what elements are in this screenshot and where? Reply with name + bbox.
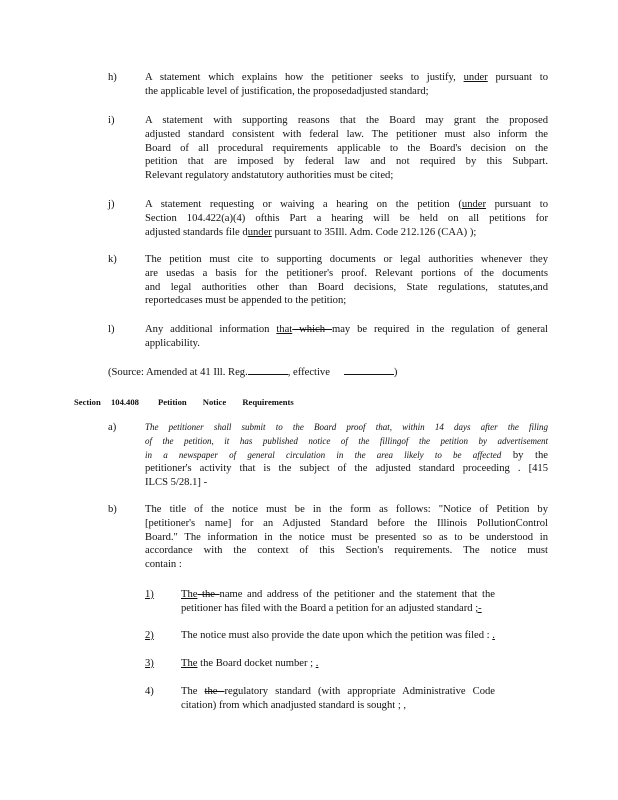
subitem-4-text: The the regulatory standard (with appropriate Administrative Code citation) from which anadjusted standard is sought ; ,: [181, 686, 496, 711]
subitem-1-text: The the name and address of the petitioner and the statement that the petitioner has filed with the Board a petition for an adjusted standard ;-: [181, 589, 495, 614]
subitem-2-label: 2): [145, 630, 154, 641]
item-i-text: A statement with supporting reasons that the Board may grant the proposed adjusted standard consistent with federal law. The petitioner must also inform the Board of all procedural requirements applicable to the Board's decision on the petition that are imposed by federal law and not required by this Subpart. Relevant regulatory andstatutory authorities must be cited;: [145, 115, 548, 182]
strike-which: which: [292, 324, 332, 335]
blank-reg: [248, 364, 288, 375]
subitem-1-label: 1): [145, 589, 154, 600]
section-title: Petition Notice Requirements: [158, 397, 294, 407]
item-l-label: l): [108, 324, 115, 335]
subitem-4-label: 4): [145, 686, 154, 697]
item-a-text: The petitioner shall submit to the Board proof that, within 14 days after the filing of the petition, it has published notice of the fillingof the petition by advertisement in a newspaper of general circulation in the area likely to be affected by the petitioner's activity that is the subject of the adjusted standard proceeding . [415 ILCS 5/28.1] -: [145, 422, 548, 489]
item-k-text: The petition must cite to supporting documents or legal authorities whenever they are usedas a basis for the petitioner's proof. Relevant portions of the documents and legal authorities other than Board decisions, State regulations, statutes,and reportedcases must be appended to the petition;: [145, 254, 548, 307]
section-word: Section: [74, 397, 101, 407]
item-h-label: h): [108, 72, 117, 83]
subitem-2-text: The notice must also provide the date upon which the petition was filed : .: [181, 630, 495, 641]
item-h-text: A statement which explains how the petitioner seeks to justify, under pursuant to the applicable level of justification, the proposedadjusted standard;: [145, 72, 548, 97]
blank-date: [344, 364, 394, 375]
item-a-label: a): [108, 422, 117, 433]
insert-under: under: [463, 72, 488, 83]
item-k-label: k): [108, 254, 117, 265]
item-j-text: A statement requesting or waiving a hearing on the petition (under pursuant to Section 104.422(a)(4) ofthis Part a hearing will be held on all petitions for adjusted standards file dunder pursuant to 35Ill. Adm. Code 212.126 (CAA) );: [145, 199, 548, 238]
item-j-label: j): [108, 199, 115, 210]
insert-under: under: [461, 199, 487, 210]
insert-that: that: [276, 324, 293, 335]
section-number: 104.408: [111, 397, 139, 407]
item-b-label: b): [108, 504, 117, 515]
insert-under: under: [247, 226, 272, 238]
subitem-3-text: The the Board docket number ; .: [181, 658, 319, 669]
item-i-label: i): [108, 115, 115, 126]
item-b-text: The title of the notice must be in the form as follows: "Notice of Petition by [petitioner's name] for an Adjusted Standard before the Illinois PollutionControl Board." The information in the notice must be presented so as to be understood in accordance with the context of this Section's requirements. The notice must contain :: [145, 504, 548, 571]
source-note: (Source: Amended at 41 Ill. Reg. , effective ): [108, 364, 548, 380]
item-l-text: Any additional information that which may be required in the regulation of general applicability.: [145, 324, 548, 349]
subitem-3-label: 3): [145, 658, 154, 669]
